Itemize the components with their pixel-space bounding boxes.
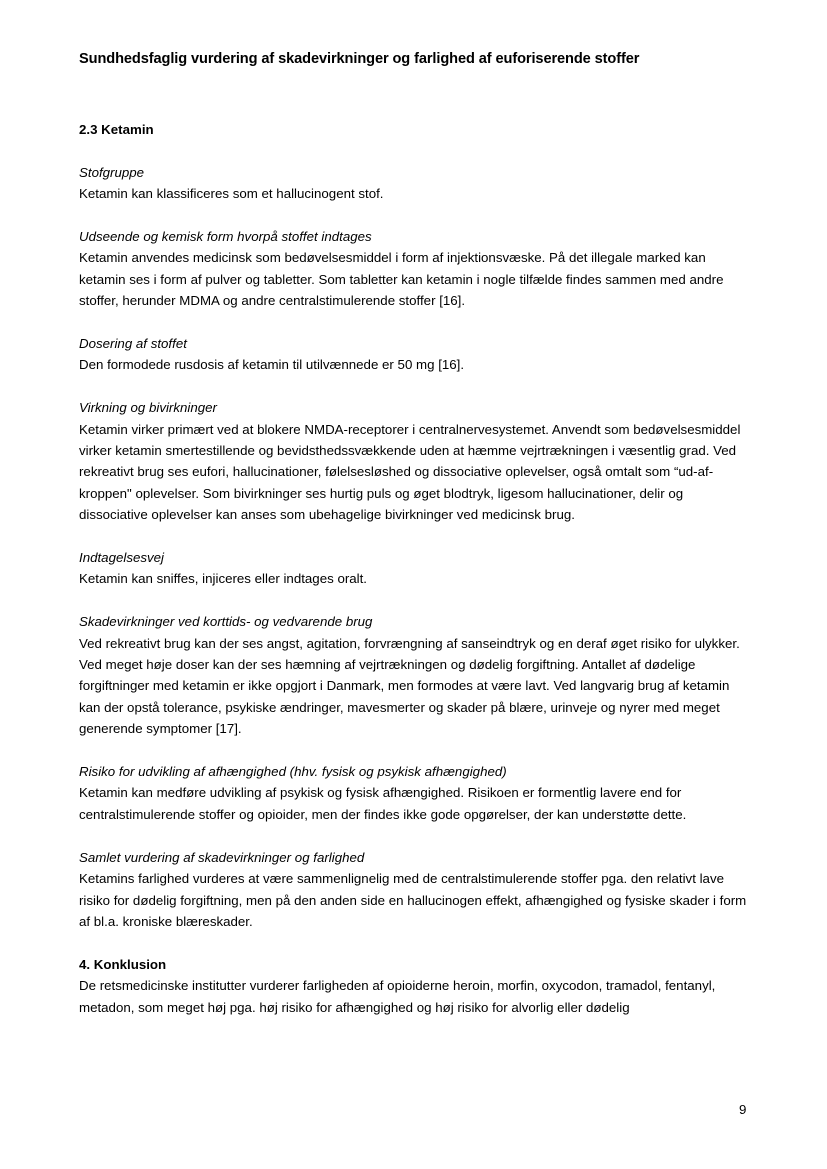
- subsection-dosering: [79, 333, 751, 376]
- subsection-afhaengighed: [79, 761, 751, 825]
- subsection-virkning: [79, 397, 751, 525]
- subsection-title: Stofgruppe: [79, 164, 145, 180]
- subsection-indtagelsesvej: [79, 547, 751, 590]
- subsection-title: Dosering af stoffet: [79, 336, 187, 352]
- conclusion-heading: 4. Konklusion: [79, 956, 167, 972]
- page-number: 9: [739, 1102, 747, 1117]
- subsection-title: Indtagelsesvej: [79, 550, 165, 566]
- subsection-body: Ketamin kan medføre udvikling af psykisk og fysisk afhængighed. Risikoen er formentlig lavere end for centralstimulerende stoffer og opioider, men der findes ikke gode opgørelser, der kan understøtte dette.: [79, 785, 687, 822]
- subsection-body: Ved rekreativt brug kan der ses angst, agitation, forvrængning af sanseindtryk og en deraf øget risiko for ulykker. Ved meget høje doser kan der ses hæmning af vejrtrækningen og dødelig forgiftning. Antallet af dødelige forgiftninger med ketamin er ikke opgjort i Danmark, men formodes at være lavt. Ved langvarig brug af ketamin kan der opstå tolerance, psykiske ændringer, mavesmerter og skader på blære, urinveje og nyrer med meget generende symptomer [17].: [79, 635, 740, 737]
- document-body: [79, 119, 751, 1039]
- subsection-body: Ketamin kan klassificeres som et hallucinogent stof.: [79, 186, 384, 202]
- subsection-skadevirkninger: [79, 611, 751, 739]
- subsection-stofgruppe: [79, 162, 751, 205]
- subsection-body: Ketamins farlighed vurderes at være sammenlignelig med de centralstimulerende stoffer pga. den relativt lave risiko for dødelig forgiftning, men på den anden side en hallucinogen effekt, afhængighed og fysiske skader i form af bl.a. kroniske blæreskader.: [79, 871, 747, 929]
- subsection-udseende: [79, 226, 751, 312]
- subsection-title: Risiko for udvikling af afhængighed (hhv. fysisk og psykisk afhængighed): [79, 764, 507, 780]
- subsection-title: Virkning og bivirkninger: [79, 400, 217, 416]
- subsection-body: Den formodede rusdosis af ketamin til utilvænnede er 50 mg [16].: [79, 357, 465, 373]
- subsection-body: Ketamin kan sniffes, injiceres eller indtages oralt.: [79, 571, 367, 587]
- section-heading: 2.3 Ketamin: [79, 122, 154, 137]
- conclusion-body: De retsmedicinske institutter vurderer farligheden af opioiderne heroin, morfin, oxycodon, tramadol, fentanyl, metadon, som meget høj pga. høj risiko for afhængighed og høj risiko for alvorlig eller dødelig: [79, 978, 716, 1015]
- conclusion-section: [79, 954, 751, 1018]
- subsection-body: Ketamin virker primært ved at blokere NMDA-receptorer i centralnervesystemet. Anvendt som bedøvelsesmiddel virker ketamin smertestillende og bevidsthedssvækkende uden at hæmme vejrtrækningen i væsentlig grad. Ved rekreativt brug ses eufori, hallucinationer, følelsesløshed og dissociative oplevelser, også omtalt som “ud-af-kroppen" oplevelser. Som bivirkninger ses hurtig puls og øget blodtryk, ligesom hallucinationer, delir og dissociative oplevelser kan anses som ubehagelige bivirkninger ved medicinsk brug.: [79, 421, 741, 523]
- subsection-title: Udseende og kemisk form hvorpå stoffet indtages: [79, 229, 372, 244]
- subsection-body: Ketamin anvendes medicinsk som bedøvelsesmiddel i form af injektionsvæske. På det illegale marked kan ketamin ses i form af pulver og tabletter. Som tabletter kan ketamin i nogle tilfælde findes sammen med andre stoffer, herunder MDMA og andre centralstimulerende stoffer [16].: [79, 250, 724, 309]
- subsection-samlet-vurdering: [79, 847, 751, 933]
- page-header-title: Sundhedsfaglig vurdering af skadevirkninger og farlighed af euforiserende stoffer: [79, 51, 640, 67]
- subsection-title: Samlet vurdering af skadevirkninger og farlighed: [79, 849, 365, 865]
- subsection-title: Skadevirkninger ved korttids- og vedvarende brug: [79, 614, 373, 630]
